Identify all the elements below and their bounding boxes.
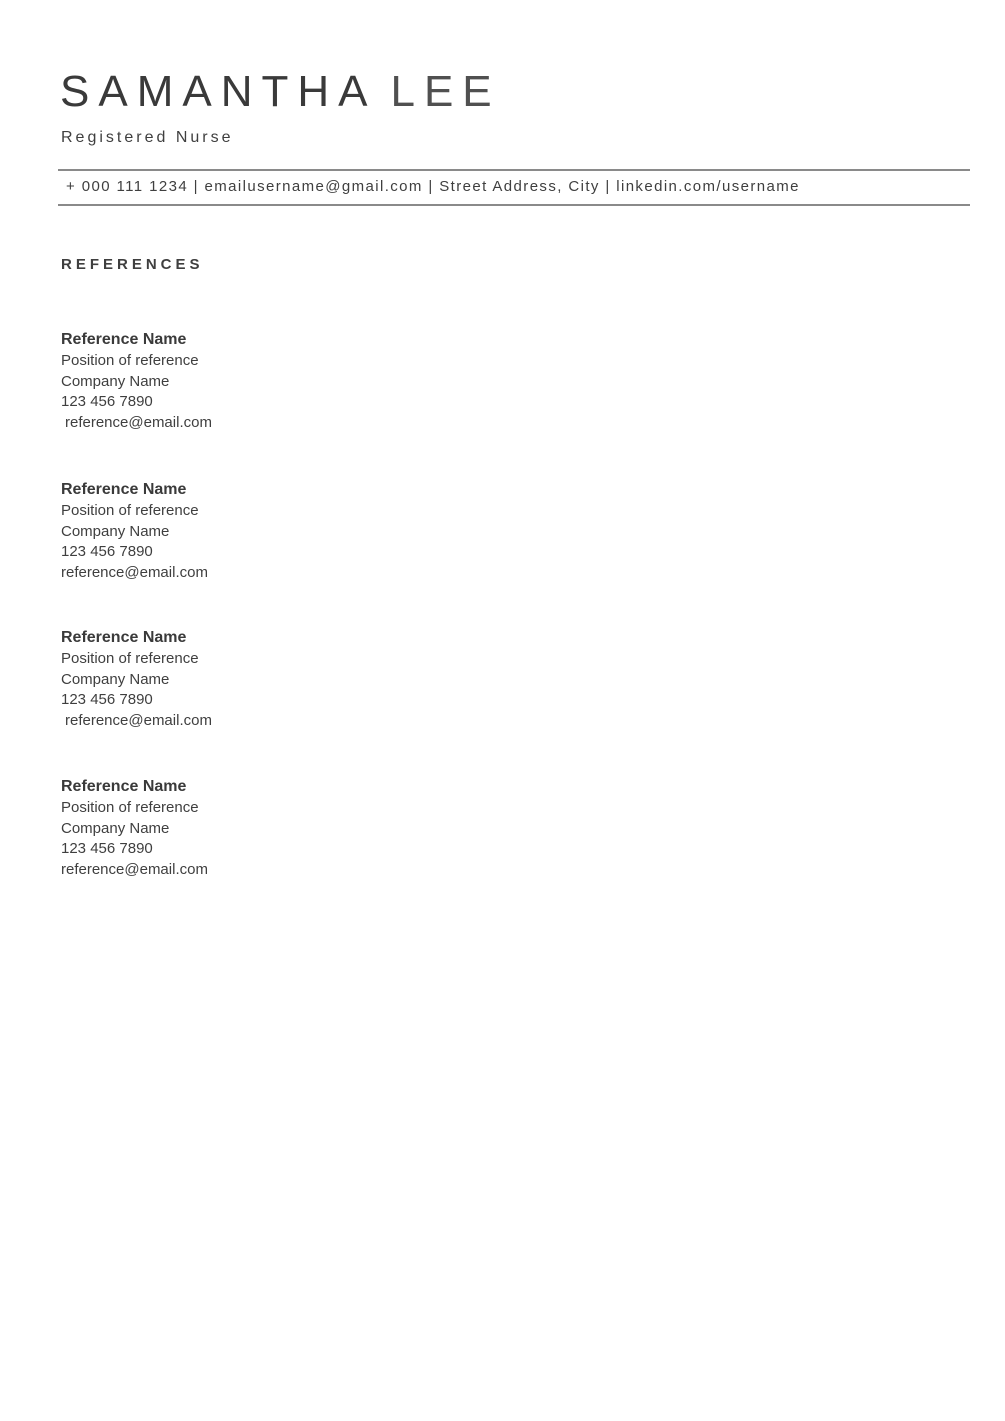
reference-email: reference@email.com (61, 860, 208, 878)
first-name: SAMANTHA (60, 67, 377, 116)
reference-email: reference@email.com (65, 711, 212, 729)
reference-phone: 123 456 7890 (61, 393, 153, 411)
reference-company: Company Name (61, 819, 170, 837)
reference-name: Reference Name (61, 629, 187, 646)
reference-position: Position of reference (61, 502, 199, 519)
reference-email: reference@email.com (65, 413, 212, 431)
reference-name: Reference Name (61, 778, 187, 795)
reference-position: Position of reference (61, 650, 199, 667)
contact-bottom-divider (58, 204, 970, 206)
reference-name: Reference Name (61, 481, 187, 498)
references-heading: REFERENCES (61, 256, 204, 273)
reference-company: Company Name (61, 522, 170, 540)
reference-entry (61, 479, 208, 583)
candidate-name (60, 66, 501, 118)
reference-email: reference@email.com (61, 563, 208, 581)
contact-line: + 000 111 1234 | emailusername@gmail.com | Street Address, City | linkedin.com/username (66, 178, 800, 195)
reference-entry (61, 776, 208, 880)
reference-company: Company Name (61, 670, 170, 688)
reference-phone: 123 456 7890 (61, 840, 153, 858)
reference-entry (61, 329, 212, 433)
reference-entry (61, 627, 212, 731)
contact-top-divider (58, 169, 970, 171)
reference-phone: 123 456 7890 (61, 543, 153, 561)
job-title: Registered Nurse (61, 129, 234, 146)
reference-position: Position of reference (61, 352, 199, 369)
reference-name: Reference Name (61, 331, 187, 348)
reference-phone: 123 456 7890 (61, 691, 153, 709)
reference-position: Position of reference (61, 799, 199, 816)
reference-company: Company Name (61, 372, 170, 390)
last-name: LEE (390, 67, 501, 116)
